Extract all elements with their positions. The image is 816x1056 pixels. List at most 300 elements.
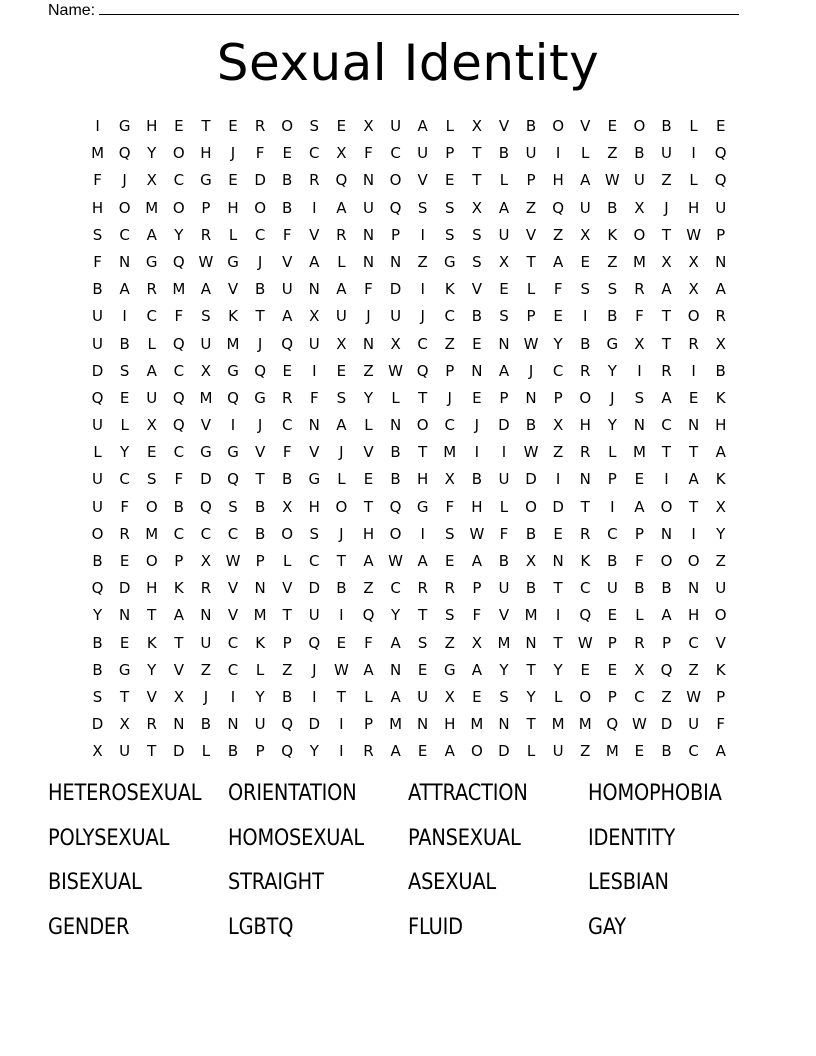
grid-letter: A bbox=[661, 388, 672, 407]
grid-letter: L bbox=[608, 443, 617, 462]
grid-letter: O bbox=[660, 497, 673, 516]
grid-letter: X bbox=[634, 334, 645, 353]
grid-letter: U bbox=[362, 198, 374, 217]
grid-letter: B bbox=[634, 579, 645, 598]
grid-letter: A bbox=[688, 470, 699, 489]
grid-letter: U bbox=[200, 334, 212, 353]
grid-letter: V bbox=[498, 606, 510, 625]
grid-letter: S bbox=[445, 606, 455, 625]
grid-letter: J bbox=[339, 524, 344, 543]
grid-letter: Q bbox=[281, 742, 294, 761]
grid-letter: A bbox=[282, 307, 293, 326]
grid-letter: M bbox=[91, 144, 105, 163]
grid-letter: S bbox=[499, 687, 509, 706]
page-title: Sexual Identity bbox=[216, 34, 600, 92]
grid-letter: O bbox=[416, 416, 429, 435]
grid-row bbox=[84, 113, 736, 140]
grid-letter: N bbox=[362, 171, 375, 190]
grid-letter: V bbox=[363, 443, 374, 462]
grid-letter: E bbox=[282, 361, 292, 380]
grid-letter: G bbox=[308, 470, 321, 489]
grid-letter: W bbox=[469, 524, 485, 543]
grid-letter: A bbox=[309, 252, 320, 271]
grid-letter: Q bbox=[91, 388, 104, 407]
grid-letter: C bbox=[417, 334, 428, 353]
grid-row bbox=[84, 167, 736, 194]
grid-letter: S bbox=[228, 497, 238, 516]
grid-letter: N bbox=[498, 334, 510, 353]
grid-letter: C bbox=[444, 416, 455, 435]
grid-letter: B bbox=[607, 307, 618, 326]
grid-letter: J bbox=[122, 171, 127, 190]
grid-letter: E bbox=[417, 742, 428, 761]
grid-letter: S bbox=[445, 198, 455, 217]
grid-letter: V bbox=[309, 443, 320, 462]
grid-letter: R bbox=[580, 524, 591, 543]
grid-letter: N bbox=[633, 416, 646, 435]
grid-letter: N bbox=[417, 715, 429, 734]
grid-letter: T bbox=[472, 171, 482, 190]
grid-letter: L bbox=[581, 144, 590, 163]
grid-letter: S bbox=[445, 225, 455, 244]
grid-letter: N bbox=[389, 660, 402, 679]
grid-letter: B bbox=[254, 280, 266, 299]
grid-letter: B bbox=[525, 524, 537, 543]
grid-letter: O bbox=[172, 144, 185, 163]
word-list-item: ORIENTATION bbox=[228, 781, 357, 806]
grid-letter: R bbox=[281, 388, 293, 407]
grid-row bbox=[84, 195, 736, 222]
grid-letter: F bbox=[174, 470, 184, 489]
grid-letter: I bbox=[230, 416, 236, 435]
grid-letter: O bbox=[281, 117, 294, 135]
grid-letter: Y bbox=[607, 416, 617, 435]
grid-letter: M bbox=[389, 715, 403, 734]
grid-letter: F bbox=[364, 280, 373, 299]
grid-letter: M bbox=[443, 443, 457, 462]
grid-letter: C bbox=[227, 660, 239, 679]
grid-letter: C bbox=[390, 579, 401, 598]
grid-letter: W bbox=[577, 633, 593, 652]
grid-letter: U bbox=[308, 334, 320, 353]
grid-letter: L bbox=[689, 117, 698, 135]
grid-row bbox=[84, 140, 736, 167]
grid-letter: X bbox=[92, 742, 103, 761]
grid-letter: V bbox=[254, 443, 266, 462]
grid-letter: E bbox=[634, 742, 645, 761]
grid-letter: Y bbox=[255, 687, 265, 706]
grid-letter: W bbox=[686, 687, 702, 706]
grid-letter: N bbox=[308, 280, 320, 299]
grid-letter: B bbox=[580, 334, 591, 353]
grid-letter: S bbox=[472, 225, 482, 244]
grid-letter: Z bbox=[553, 443, 564, 462]
grid-letter: R bbox=[363, 742, 374, 761]
grid-letter: T bbox=[661, 443, 672, 462]
grid-letter: I bbox=[230, 687, 236, 706]
grid-letter: L bbox=[445, 117, 454, 135]
grid-letter: C bbox=[444, 307, 455, 326]
grid-letter: B bbox=[92, 633, 103, 652]
grid-letter: Q bbox=[172, 252, 185, 271]
grid-letter: T bbox=[472, 144, 482, 163]
grid-letter: Y bbox=[147, 660, 157, 679]
grid-letter: M bbox=[226, 334, 240, 353]
word-list-item: ASEXUAL bbox=[408, 870, 496, 896]
grid-letter: U bbox=[92, 416, 104, 435]
grid-letter: B bbox=[607, 552, 618, 570]
grid-letter: H bbox=[362, 524, 375, 543]
grid-letter: J bbox=[257, 416, 263, 435]
grid-letter: Z bbox=[363, 361, 374, 380]
grid-row bbox=[84, 548, 736, 575]
grid-letter: U bbox=[417, 687, 429, 706]
grid-letter: J bbox=[366, 307, 371, 326]
grid-letter: Z bbox=[607, 252, 618, 271]
grid-letter: V bbox=[227, 280, 239, 299]
grid-letter: B bbox=[173, 497, 184, 516]
grid-letter: S bbox=[607, 280, 618, 299]
grid-letter: R bbox=[146, 715, 157, 734]
grid-letter: U bbox=[119, 742, 131, 761]
grid-letter: X bbox=[444, 687, 455, 706]
grid-letter: A bbox=[390, 687, 401, 706]
grid-letter: N bbox=[362, 225, 375, 244]
grid-letter: A bbox=[119, 280, 130, 299]
name-underline[interactable] bbox=[99, 0, 739, 15]
grid-letter: U bbox=[715, 198, 727, 217]
grid-letter: Z bbox=[444, 334, 455, 353]
grid-letter: O bbox=[687, 552, 700, 570]
grid-letter: B bbox=[607, 198, 618, 217]
grid-letter: G bbox=[118, 117, 131, 135]
grid-letter: U bbox=[525, 144, 537, 163]
grid-letter: U bbox=[498, 470, 510, 489]
grid-letter: Q bbox=[308, 633, 321, 652]
grid-letter: E bbox=[472, 334, 482, 353]
grid-letter: Q bbox=[254, 361, 267, 380]
grid-letter: B bbox=[336, 579, 347, 598]
grid-letter: Q bbox=[172, 334, 185, 353]
grid-letter: A bbox=[146, 361, 157, 380]
grid-letter: N bbox=[227, 715, 239, 734]
grid-letter: T bbox=[336, 687, 346, 706]
grid-letter: N bbox=[579, 470, 591, 489]
grid-letter: J bbox=[610, 388, 615, 407]
grid-letter: J bbox=[447, 388, 452, 407]
grid-letter: W bbox=[604, 171, 620, 190]
grid-letter: E bbox=[553, 307, 563, 326]
word-list-item: HOMOPHOBIA bbox=[588, 781, 722, 806]
grid-letter: F bbox=[716, 715, 726, 734]
grid-letter: R bbox=[444, 579, 455, 598]
grid-letter: B bbox=[498, 144, 510, 163]
grid-letter: H bbox=[200, 144, 212, 163]
grid-letter: B bbox=[282, 687, 293, 706]
grid-letter: Q bbox=[281, 334, 294, 353]
grid-letter: C bbox=[688, 742, 699, 761]
grid-letter: X bbox=[119, 715, 130, 734]
grid-letter: R bbox=[580, 361, 591, 380]
grid-letter: T bbox=[526, 252, 536, 271]
grid-letter: R bbox=[715, 307, 726, 326]
grid-letter: A bbox=[363, 660, 374, 679]
grid-letter: Q bbox=[172, 416, 185, 435]
word-list-item: POLYSEXUAL bbox=[48, 825, 170, 851]
grid-letter: U bbox=[498, 579, 510, 598]
grid-letter: C bbox=[607, 524, 618, 543]
grid-letter: N bbox=[660, 524, 673, 543]
grid-letter: Z bbox=[417, 252, 428, 271]
grid-letter: S bbox=[336, 388, 347, 407]
grid-letter: N bbox=[471, 361, 483, 380]
grid-letter: B bbox=[390, 470, 401, 489]
grid-row bbox=[84, 657, 736, 684]
grid-letter: A bbox=[390, 742, 401, 761]
grid-letter: E bbox=[336, 633, 347, 652]
grid-letter: Q bbox=[552, 198, 565, 217]
grid-letter: Q bbox=[91, 579, 104, 598]
grid-letter: E bbox=[119, 633, 130, 652]
grid-letter: Z bbox=[715, 552, 726, 570]
grid-letter: U bbox=[552, 742, 564, 761]
grid-letter: O bbox=[525, 497, 537, 516]
grid-letter: O bbox=[687, 307, 700, 326]
grid-letter: V bbox=[282, 579, 293, 598]
grid-letter: X bbox=[553, 416, 564, 435]
grid-letter: D bbox=[173, 742, 185, 761]
grid-letter: A bbox=[553, 252, 564, 271]
grid-letter: F bbox=[364, 144, 373, 163]
grid-row bbox=[84, 385, 736, 412]
grid-letter: E bbox=[553, 524, 563, 543]
grid-letter: V bbox=[498, 117, 510, 135]
grid-letter: O bbox=[579, 687, 592, 706]
grid-letter: H bbox=[146, 579, 158, 598]
grid-letter: L bbox=[364, 416, 373, 435]
grid-letter: Q bbox=[714, 144, 727, 163]
grid-letter: Y bbox=[526, 687, 536, 706]
grid-letter: B bbox=[282, 470, 293, 489]
grid-letter: O bbox=[470, 742, 483, 761]
grid-letter: T bbox=[661, 334, 672, 353]
grid-letter: A bbox=[390, 633, 401, 652]
grid-letter: T bbox=[661, 307, 672, 326]
grid-letter: Q bbox=[227, 470, 239, 489]
grid-letter: G bbox=[606, 334, 619, 353]
grid-letter: X bbox=[580, 225, 591, 244]
grid-letter: X bbox=[390, 334, 401, 353]
grid-letter: A bbox=[715, 742, 726, 761]
grid-letter: Y bbox=[147, 144, 157, 163]
grid-letter: O bbox=[714, 606, 727, 625]
grid-letter: S bbox=[92, 225, 103, 244]
grid-letter: Z bbox=[525, 198, 537, 217]
grid-letter: B bbox=[471, 470, 482, 489]
grid-letter: B bbox=[525, 416, 537, 435]
grid-letter: I bbox=[420, 225, 425, 244]
grid-letter: R bbox=[661, 361, 672, 380]
grid-row bbox=[84, 303, 736, 330]
grid-letter: V bbox=[282, 252, 293, 271]
grid-letter: E bbox=[499, 280, 509, 299]
grid-letter: M bbox=[470, 715, 484, 734]
grid-letter: C bbox=[227, 524, 239, 543]
grid-letter: F bbox=[93, 171, 102, 190]
grid-letter: N bbox=[119, 252, 131, 271]
grid-letter: E bbox=[417, 660, 428, 679]
grid-letter: P bbox=[661, 633, 672, 652]
grid-letter: P bbox=[363, 715, 373, 734]
grid-letter: D bbox=[498, 416, 510, 435]
grid-letter: L bbox=[499, 171, 509, 190]
grid-letter: X bbox=[471, 117, 482, 135]
grid-letter: U bbox=[92, 334, 104, 353]
grid-letter: B bbox=[525, 579, 537, 598]
grid-row bbox=[84, 222, 736, 249]
grid-letter: C bbox=[390, 144, 401, 163]
grid-letter: R bbox=[688, 334, 699, 353]
grid-letter: U bbox=[417, 144, 429, 163]
grid-letter: E bbox=[174, 117, 184, 135]
grid-letter: Z bbox=[282, 660, 293, 679]
grid-row bbox=[84, 602, 736, 629]
grid-letter: N bbox=[362, 334, 375, 353]
grid-letter: A bbox=[498, 198, 510, 217]
grid-letter: Y bbox=[92, 606, 103, 625]
grid-letter: F bbox=[120, 497, 129, 516]
grid-letter: X bbox=[688, 280, 699, 299]
grid-letter: S bbox=[499, 307, 509, 326]
grid-letter: F bbox=[499, 524, 509, 543]
grid-letter: P bbox=[634, 524, 644, 543]
grid-letter: G bbox=[145, 252, 158, 271]
name-label: Name: bbox=[48, 2, 96, 19]
grid-letter: C bbox=[200, 524, 212, 543]
grid-letter: L bbox=[553, 687, 563, 706]
grid-row bbox=[84, 521, 736, 548]
word-list-item: LGBTQ bbox=[228, 915, 294, 941]
grid-letter: S bbox=[309, 524, 320, 543]
grid-letter: G bbox=[227, 443, 239, 462]
grid-letter: N bbox=[119, 606, 131, 625]
grid-letter: A bbox=[715, 443, 726, 462]
grid-letter: U bbox=[688, 715, 700, 734]
grid-letter: H bbox=[308, 497, 320, 516]
grid-row bbox=[84, 439, 736, 466]
grid-letter: G bbox=[227, 361, 239, 380]
grid-letter: A bbox=[498, 361, 510, 380]
grid-letter: I bbox=[610, 497, 615, 516]
grid-letter: X bbox=[146, 416, 157, 435]
grid-letter: H bbox=[471, 497, 483, 516]
grid-letter: B bbox=[282, 171, 293, 190]
grid-letter: T bbox=[553, 579, 563, 598]
grid-letter: G bbox=[443, 252, 456, 271]
grid-letter: V bbox=[200, 416, 212, 435]
grid-letter: M bbox=[199, 388, 213, 407]
grid-letter: O bbox=[335, 497, 348, 516]
grid-letter: I bbox=[420, 280, 425, 299]
grid-letter: Y bbox=[309, 742, 319, 761]
grid-letter: I bbox=[312, 361, 317, 380]
grid-letter: W bbox=[388, 361, 403, 380]
grid-letter: A bbox=[661, 280, 672, 299]
grid-letter: Q bbox=[281, 715, 294, 734]
grid-letter: M bbox=[578, 715, 592, 734]
grid-letter: J bbox=[203, 687, 209, 706]
grid-letter: S bbox=[634, 388, 645, 407]
grid-letter: J bbox=[420, 307, 425, 326]
grid-row bbox=[84, 276, 736, 303]
grid-letter: D bbox=[200, 470, 212, 489]
grid-letter: H bbox=[687, 198, 700, 217]
word-list-item: HOMOSEXUAL bbox=[228, 825, 364, 851]
grid-letter: I bbox=[691, 361, 696, 380]
grid-letter: T bbox=[147, 606, 157, 625]
grid-letter: C bbox=[173, 361, 185, 380]
grid-letter: Y bbox=[607, 361, 617, 380]
grid-letter: E bbox=[146, 443, 157, 462]
grid-letter: P bbox=[553, 388, 563, 407]
grid-letter: K bbox=[715, 660, 726, 679]
name-field[interactable] bbox=[48, 0, 748, 18]
word-list-item: HETEROSEXUAL bbox=[48, 781, 202, 806]
grid-letter: Q bbox=[416, 361, 429, 380]
grid-letter: I bbox=[312, 198, 317, 217]
grid-letter: U bbox=[633, 171, 645, 190]
grid-letter: B bbox=[525, 117, 537, 135]
grid-letter: P bbox=[607, 633, 617, 652]
grid-letter: R bbox=[254, 117, 266, 135]
grid-letter: R bbox=[309, 171, 320, 190]
grid-row bbox=[84, 412, 736, 439]
grid-letter: X bbox=[282, 497, 293, 516]
grid-letter: P bbox=[391, 225, 401, 244]
grid-letter: X bbox=[200, 552, 212, 570]
grid-letter: C bbox=[254, 225, 266, 244]
grid-letter: M bbox=[253, 606, 267, 625]
grid-letter: A bbox=[580, 171, 591, 190]
grid-letter: S bbox=[445, 524, 455, 543]
grid-letter: C bbox=[281, 416, 293, 435]
grid-letter: B bbox=[661, 579, 672, 598]
grid-letter: M bbox=[605, 742, 619, 761]
grid-letter: Q bbox=[714, 171, 727, 190]
grid-letter: U bbox=[498, 225, 510, 244]
grid-letter: E bbox=[282, 144, 292, 163]
grid-letter: B bbox=[200, 715, 212, 734]
grid-letter: L bbox=[201, 742, 211, 761]
grid-letter: K bbox=[580, 552, 591, 570]
grid-letter: E bbox=[445, 171, 455, 190]
grid-letter: F bbox=[635, 552, 644, 570]
grid-letter: K bbox=[444, 280, 455, 299]
grid-letter: F bbox=[309, 388, 319, 407]
letter-grid bbox=[84, 113, 736, 766]
grid-letter: T bbox=[147, 742, 157, 761]
grid-letter: L bbox=[283, 552, 292, 570]
grid-letter: Y bbox=[174, 225, 184, 244]
grid-letter: X bbox=[471, 198, 482, 217]
grid-letter: S bbox=[417, 198, 428, 217]
grid-letter: I bbox=[555, 144, 561, 163]
grid-letter: J bbox=[474, 416, 480, 435]
grid-letter: Y bbox=[553, 660, 563, 679]
grid-letter: I bbox=[474, 443, 480, 462]
grid-letter: W bbox=[225, 552, 241, 570]
grid-letter: P bbox=[526, 171, 536, 190]
